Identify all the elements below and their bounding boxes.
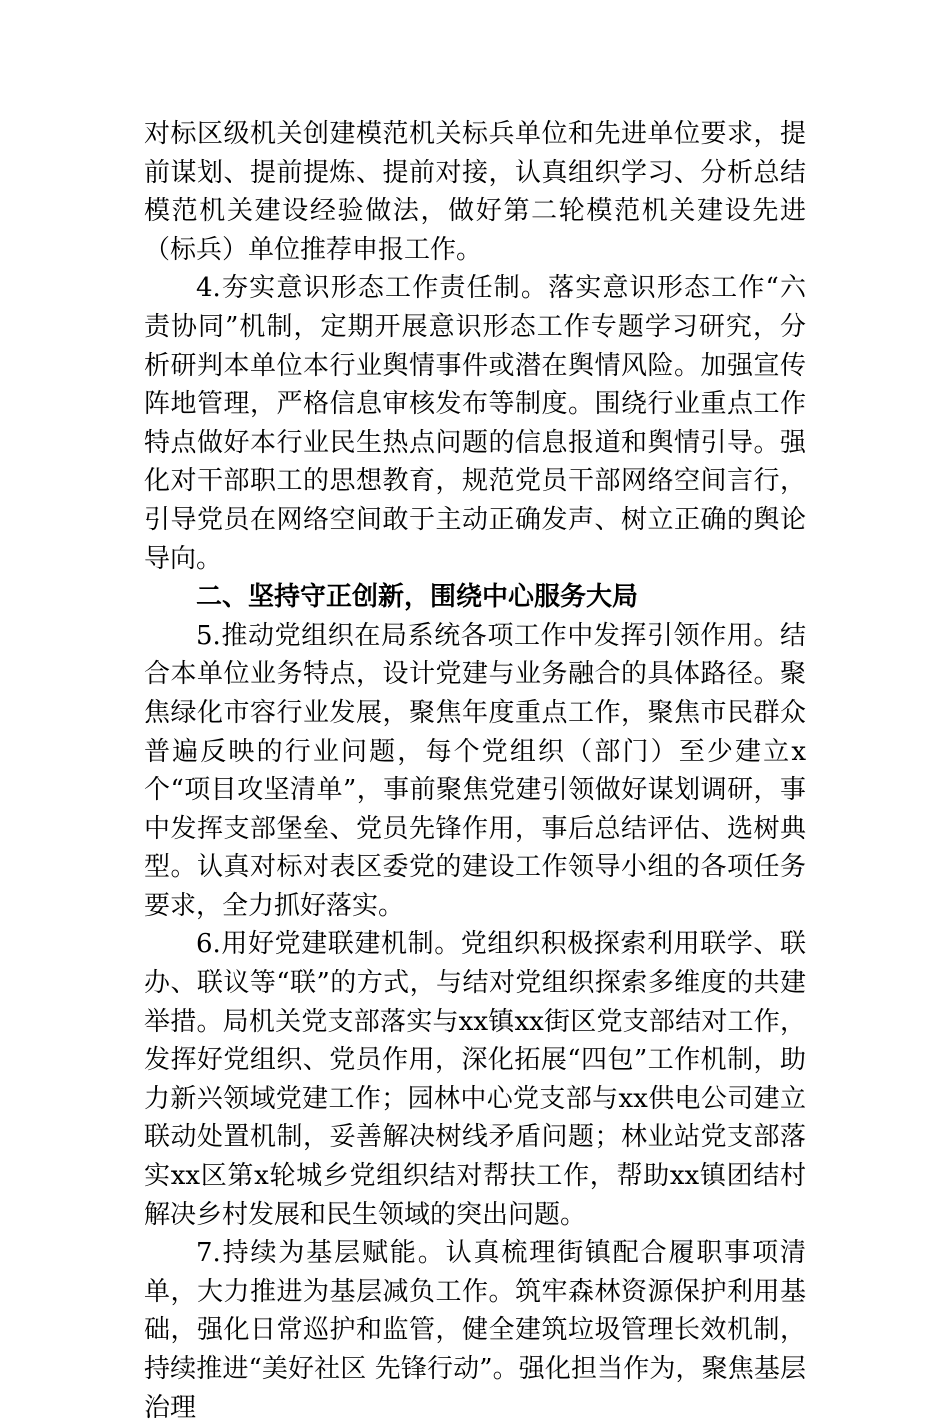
paragraph-party-leading-role: 5.推动党组织在局系统各项工作中发挥引领作用。结合本单位业务特点，设计党建与业务融合的具体路径。聚焦绿化市容行业发展，聚焦年度重点工作，聚焦市民群众普遍反映的行业问题，每个党组织（部门）至少建立x个“项目攻坚清单”，事前聚焦党建引领做好谋划调研，事中发挥支部堡垒、党员先锋作用，事后总结评估、选树典型。认真对标对表区委党的建设工作领导小组的各项任务要求，全力抓好落实。 — [144, 620, 806, 921]
document-body — [144, 115, 806, 1427]
paragraph-joint-building-mechanism: 6.用好党建联建机制。党组织积极探索利用联学、联办、联议等“联”的方式，与结对党组织探索多维度的共建举措。局机关党支部落实与xx镇xx街区党支部结对工作，发挥好党组织、党员作用，深化拓展“四包”工作机制，助力新兴领域党建工作；园林中心党支部与xx供电公司建立联动处置机制，妥善解决树线矛盾问题；林业站党支部落实xx区第x轮城乡党组织结对帮扶工作，帮助xx镇团结村解决乡村发展和民生领域的突出问题。 — [144, 929, 806, 1230]
paragraph-grassroots-empowerment: 7.持续为基层赋能。认真梳理街镇配合履职事项清单，大力推进为基层减负工作。筑牢森林资源保护利用基础，强化日常巡护和监管，健全建筑垃圾管理长效机制，持续推进“美好社区 先锋行动”。强化担当作为，聚焦基层治理 — [144, 1238, 806, 1423]
section-heading-two: 二、坚持守正创新，围绕中心服务大局 — [196, 582, 639, 613]
paragraph-model-agency: 对标区级机关创建模范机关标兵单位和先进单位要求，提前谋划、提前提炼、提前对接，认真组织学习、分析总结模范机关建设经验做法，做好第二轮模范机关建设先进（标兵）单位推荐申报工作。 — [144, 119, 806, 265]
paragraph-ideology-responsibility: 4.夯实意识形态工作责任制。落实意识形态工作“六责协同”机制，定期开展意识形态工作专题学习研究，分析研判本单位本行业舆情事件或潜在舆情风险。加强宣传阵地管理，严格信息审核发布等制度。围绕行业重点工作特点做好本行业民生热点问题的信息报道和舆情引导。强化对干部职工的思想教育，规范党员干部网络空间言行，引导党员在网络空间敢于主动正确发声、树立正确的舆论导向。 — [144, 273, 806, 574]
